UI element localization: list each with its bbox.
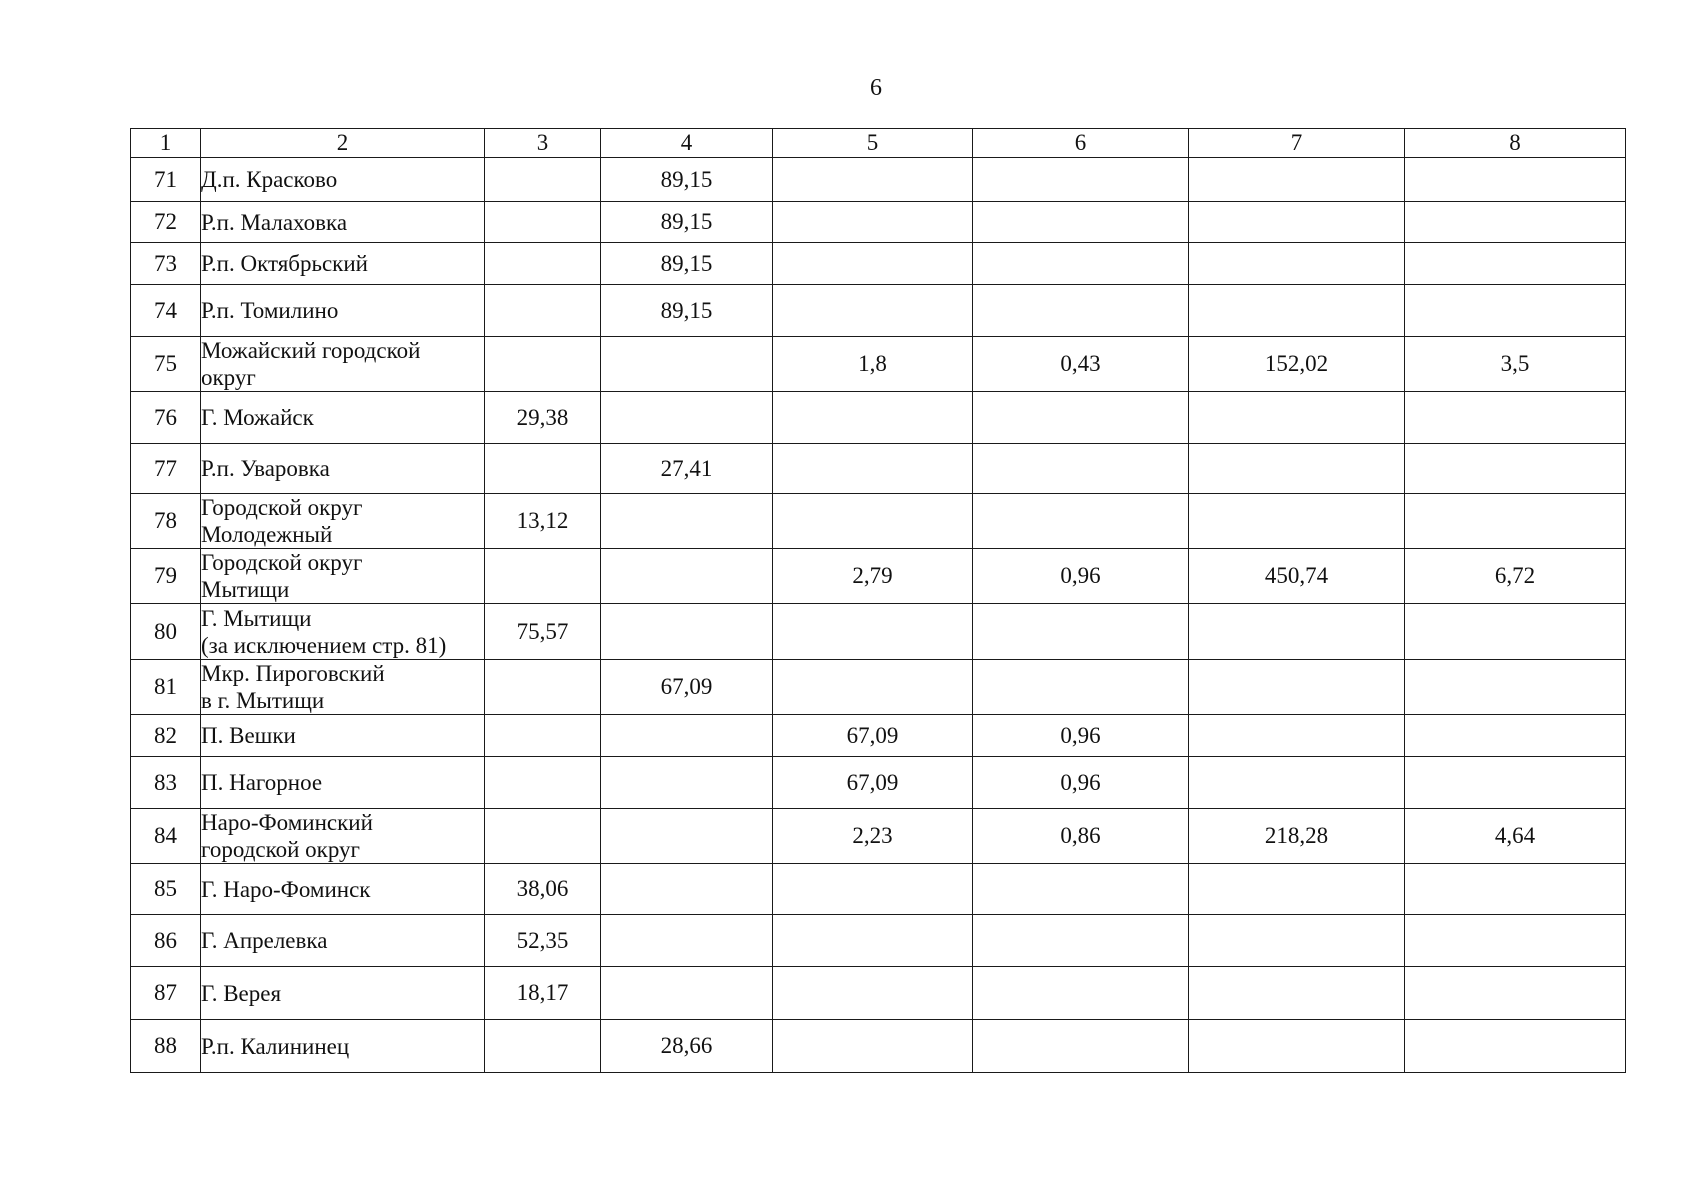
settlement-name-line: (за исключением стр. 81) xyxy=(201,632,447,658)
settlement-name-line: Г. Можайск xyxy=(201,405,314,430)
value-cell-col-7 xyxy=(1189,243,1405,285)
value-cell-col-5 xyxy=(773,864,973,915)
value-cell-col-7 xyxy=(1189,757,1405,809)
settlement-name-line: Р.п. Октябрьский xyxy=(201,251,368,276)
value-cell-col-7: 450,74 xyxy=(1189,549,1405,604)
row-number-cell: 88 xyxy=(131,1020,201,1073)
value-cell-col-7 xyxy=(1189,444,1405,494)
value-cell-col-6 xyxy=(973,392,1189,444)
value-cell-col-8 xyxy=(1405,444,1626,494)
value-cell-col-3: 18,17 xyxy=(485,967,601,1020)
settlement-name-cell xyxy=(201,604,485,660)
column-header-3: 3 xyxy=(485,129,601,158)
value-cell-col-7 xyxy=(1189,660,1405,715)
table-row xyxy=(131,243,1626,285)
value-cell-col-3 xyxy=(485,285,601,337)
row-number-cell: 72 xyxy=(131,202,201,243)
value-cell-col-7 xyxy=(1189,158,1405,202)
row-number-cell: 73 xyxy=(131,243,201,285)
value-cell-col-6: 0,86 xyxy=(973,809,1189,864)
row-number-cell: 84 xyxy=(131,809,201,864)
value-cell-col-3 xyxy=(485,809,601,864)
table-row xyxy=(131,715,1626,757)
table-row xyxy=(131,285,1626,337)
value-cell-col-6 xyxy=(973,1020,1189,1073)
value-cell-col-4 xyxy=(601,549,773,604)
value-cell-col-5 xyxy=(773,915,973,967)
settlement-name-cell xyxy=(201,864,485,915)
value-cell-col-4: 89,15 xyxy=(601,243,773,285)
value-cell-col-4 xyxy=(601,392,773,444)
value-cell-col-6 xyxy=(973,604,1189,660)
value-cell-col-8 xyxy=(1405,604,1626,660)
value-cell-col-7 xyxy=(1189,392,1405,444)
settlement-name-cell xyxy=(201,915,485,967)
table-row xyxy=(131,392,1626,444)
column-header-1: 1 xyxy=(131,129,201,158)
value-cell-col-7 xyxy=(1189,285,1405,337)
value-cell-col-8: 6,72 xyxy=(1405,549,1626,604)
value-cell-col-8 xyxy=(1405,660,1626,715)
settlement-name-line: округ xyxy=(201,365,256,390)
row-number-cell: 79 xyxy=(131,549,201,604)
settlement-name-cell xyxy=(201,494,485,549)
value-cell-col-8 xyxy=(1405,715,1626,757)
value-cell-col-8 xyxy=(1405,392,1626,444)
value-cell-col-3 xyxy=(485,757,601,809)
column-header-8: 8 xyxy=(1405,129,1626,158)
value-cell-col-3 xyxy=(485,715,601,757)
value-cell-col-5 xyxy=(773,444,973,494)
column-header-4: 4 xyxy=(601,129,773,158)
settlement-name-line: Д.п. Красково xyxy=(201,167,338,192)
value-cell-col-5 xyxy=(773,660,973,715)
settlement-name-cell xyxy=(201,243,485,285)
settlement-name-line: Городской округ xyxy=(201,495,363,520)
value-cell-col-3: 13,12 xyxy=(485,494,601,549)
value-cell-col-3 xyxy=(485,243,601,285)
value-cell-col-4 xyxy=(601,809,773,864)
value-cell-col-6 xyxy=(973,444,1189,494)
row-number-cell: 80 xyxy=(131,604,201,660)
value-cell-col-6 xyxy=(973,285,1189,337)
value-cell-col-8 xyxy=(1405,864,1626,915)
value-cell-col-7: 152,02 xyxy=(1189,337,1405,392)
value-cell-col-5 xyxy=(773,243,973,285)
header-row xyxy=(131,129,1626,158)
settlement-name-line: Городской округ xyxy=(201,550,363,575)
value-cell-col-6: 0,96 xyxy=(973,757,1189,809)
value-cell-col-7 xyxy=(1189,202,1405,243)
value-cell-col-3: 38,06 xyxy=(485,864,601,915)
value-cell-col-6 xyxy=(973,915,1189,967)
settlement-name-line: Р.п. Томилино xyxy=(201,298,339,323)
value-cell-col-8 xyxy=(1405,285,1626,337)
value-cell-col-3 xyxy=(485,549,601,604)
value-cell-col-8: 3,5 xyxy=(1405,337,1626,392)
value-cell-col-5: 2,23 xyxy=(773,809,973,864)
row-number-cell: 82 xyxy=(131,715,201,757)
value-cell-col-8 xyxy=(1405,243,1626,285)
value-cell-col-7 xyxy=(1189,967,1405,1020)
settlement-name-cell xyxy=(201,809,485,864)
value-cell-col-4 xyxy=(601,757,773,809)
settlement-name-cell xyxy=(201,715,485,757)
settlement-name-cell xyxy=(201,392,485,444)
row-number-cell: 74 xyxy=(131,285,201,337)
table-row xyxy=(131,549,1626,604)
table-row xyxy=(131,809,1626,864)
value-cell-col-6 xyxy=(973,202,1189,243)
value-cell-col-4 xyxy=(601,864,773,915)
value-cell-col-4 xyxy=(601,915,773,967)
value-cell-col-5: 67,09 xyxy=(773,757,973,809)
value-cell-col-5: 2,79 xyxy=(773,549,973,604)
value-cell-col-8 xyxy=(1405,967,1626,1020)
value-cell-col-5 xyxy=(773,967,973,1020)
settlement-name-line: Можайский городской xyxy=(201,338,421,363)
data-table xyxy=(130,128,1626,1073)
value-cell-col-3: 52,35 xyxy=(485,915,601,967)
column-header-7: 7 xyxy=(1189,129,1405,158)
value-cell-col-7 xyxy=(1189,715,1405,757)
value-cell-col-7 xyxy=(1189,864,1405,915)
value-cell-col-4 xyxy=(601,604,773,660)
value-cell-col-4: 89,15 xyxy=(601,285,773,337)
table-row xyxy=(131,864,1626,915)
value-cell-col-5 xyxy=(773,158,973,202)
value-cell-col-4: 67,09 xyxy=(601,660,773,715)
table-row xyxy=(131,337,1626,392)
settlement-name-line: Г. Наро-Фоминск xyxy=(201,876,371,902)
value-cell-col-8 xyxy=(1405,1020,1626,1073)
value-cell-col-3 xyxy=(485,444,601,494)
value-cell-col-5 xyxy=(773,285,973,337)
value-cell-col-6 xyxy=(973,660,1189,715)
page-number: 6 xyxy=(870,75,882,101)
value-cell-col-6 xyxy=(973,967,1189,1020)
settlement-name-cell xyxy=(201,967,485,1020)
settlement-name-cell xyxy=(201,285,485,337)
value-cell-col-5 xyxy=(773,202,973,243)
value-cell-col-3 xyxy=(485,158,601,202)
value-cell-col-4 xyxy=(601,337,773,392)
value-cell-col-5: 67,09 xyxy=(773,715,973,757)
value-cell-col-4 xyxy=(601,967,773,1020)
settlement-name-line: П. Вешки xyxy=(201,723,296,748)
value-cell-col-8: 4,64 xyxy=(1405,809,1626,864)
value-cell-col-4: 89,15 xyxy=(601,158,773,202)
settlement-name-line: Г. Мытищи xyxy=(201,605,312,631)
row-number-cell: 81 xyxy=(131,660,201,715)
settlement-name-cell xyxy=(201,549,485,604)
value-cell-col-4: 27,41 xyxy=(601,444,773,494)
value-cell-col-3 xyxy=(485,202,601,243)
table-row xyxy=(131,494,1626,549)
value-cell-col-4 xyxy=(601,494,773,549)
table-row xyxy=(131,158,1626,202)
settlement-name-line: в г. Мытищи xyxy=(201,688,325,713)
settlement-name-line: Наро-Фоминский xyxy=(201,810,373,835)
value-cell-col-7 xyxy=(1189,1020,1405,1073)
settlement-name-cell xyxy=(201,444,485,494)
row-number-cell: 83 xyxy=(131,757,201,809)
row-number-cell: 78 xyxy=(131,494,201,549)
row-number-cell: 77 xyxy=(131,444,201,494)
value-cell-col-6: 0,96 xyxy=(973,549,1189,604)
value-cell-col-8 xyxy=(1405,915,1626,967)
table-row xyxy=(131,604,1626,660)
settlement-name-line: Мытищи xyxy=(201,577,290,602)
settlement-name-line: Р.п. Уваровка xyxy=(201,456,330,481)
value-cell-col-4: 28,66 xyxy=(601,1020,773,1073)
settlement-name-cell xyxy=(201,202,485,243)
settlement-name-line: Г. Верея xyxy=(201,980,282,1006)
table-row xyxy=(131,967,1626,1020)
settlement-name-line: городской округ xyxy=(201,837,360,862)
value-cell-col-4: 89,15 xyxy=(601,202,773,243)
settlement-name-line: Р.п. Калининец xyxy=(201,1033,350,1059)
table-body xyxy=(131,158,1626,1073)
settlement-name-cell xyxy=(201,660,485,715)
value-cell-col-6 xyxy=(973,158,1189,202)
settlement-name-line: П. Нагорное xyxy=(201,770,323,795)
value-cell-col-3 xyxy=(485,337,601,392)
column-header-2: 2 xyxy=(201,129,485,158)
column-header-5: 5 xyxy=(773,129,973,158)
row-number-cell: 85 xyxy=(131,864,201,915)
settlement-name-cell xyxy=(201,158,485,202)
value-cell-col-7 xyxy=(1189,915,1405,967)
value-cell-col-7 xyxy=(1189,494,1405,549)
table-row xyxy=(131,660,1626,715)
value-cell-col-4 xyxy=(601,715,773,757)
value-cell-col-6 xyxy=(973,494,1189,549)
row-number-cell: 76 xyxy=(131,392,201,444)
row-number-cell: 86 xyxy=(131,915,201,967)
table-row xyxy=(131,915,1626,967)
value-cell-col-5 xyxy=(773,1020,973,1073)
row-number-cell: 87 xyxy=(131,967,201,1020)
row-number-cell: 71 xyxy=(131,158,201,202)
value-cell-col-8 xyxy=(1405,494,1626,549)
value-cell-col-6: 0,96 xyxy=(973,715,1189,757)
value-cell-col-5 xyxy=(773,604,973,660)
value-cell-col-5: 1,8 xyxy=(773,337,973,392)
value-cell-col-6: 0,43 xyxy=(973,337,1189,392)
value-cell-col-7 xyxy=(1189,604,1405,660)
settlement-name-line: Г. Апрелевка xyxy=(201,928,328,953)
value-cell-col-6 xyxy=(973,243,1189,285)
settlement-name-cell xyxy=(201,1020,485,1073)
value-cell-col-8 xyxy=(1405,158,1626,202)
value-cell-col-3 xyxy=(485,660,601,715)
table-row xyxy=(131,444,1626,494)
value-cell-col-7: 218,28 xyxy=(1189,809,1405,864)
value-cell-col-3: 29,38 xyxy=(485,392,601,444)
value-cell-col-8 xyxy=(1405,202,1626,243)
value-cell-col-3 xyxy=(485,1020,601,1073)
settlement-name-line: Р.п. Малаховка xyxy=(201,209,348,235)
value-cell-col-5 xyxy=(773,392,973,444)
column-header-6: 6 xyxy=(973,129,1189,158)
table-row xyxy=(131,757,1626,809)
value-cell-col-6 xyxy=(973,864,1189,915)
table-row xyxy=(131,202,1626,243)
settlement-name-cell xyxy=(201,337,485,392)
settlement-name-line: Молодежный xyxy=(201,522,333,547)
table-row xyxy=(131,1020,1626,1073)
value-cell-col-3: 75,57 xyxy=(485,604,601,660)
value-cell-col-8 xyxy=(1405,757,1626,809)
settlement-name-line: Мкр. Пироговский xyxy=(201,661,385,686)
value-cell-col-5 xyxy=(773,494,973,549)
row-number-cell: 75 xyxy=(131,337,201,392)
settlement-name-cell xyxy=(201,757,485,809)
